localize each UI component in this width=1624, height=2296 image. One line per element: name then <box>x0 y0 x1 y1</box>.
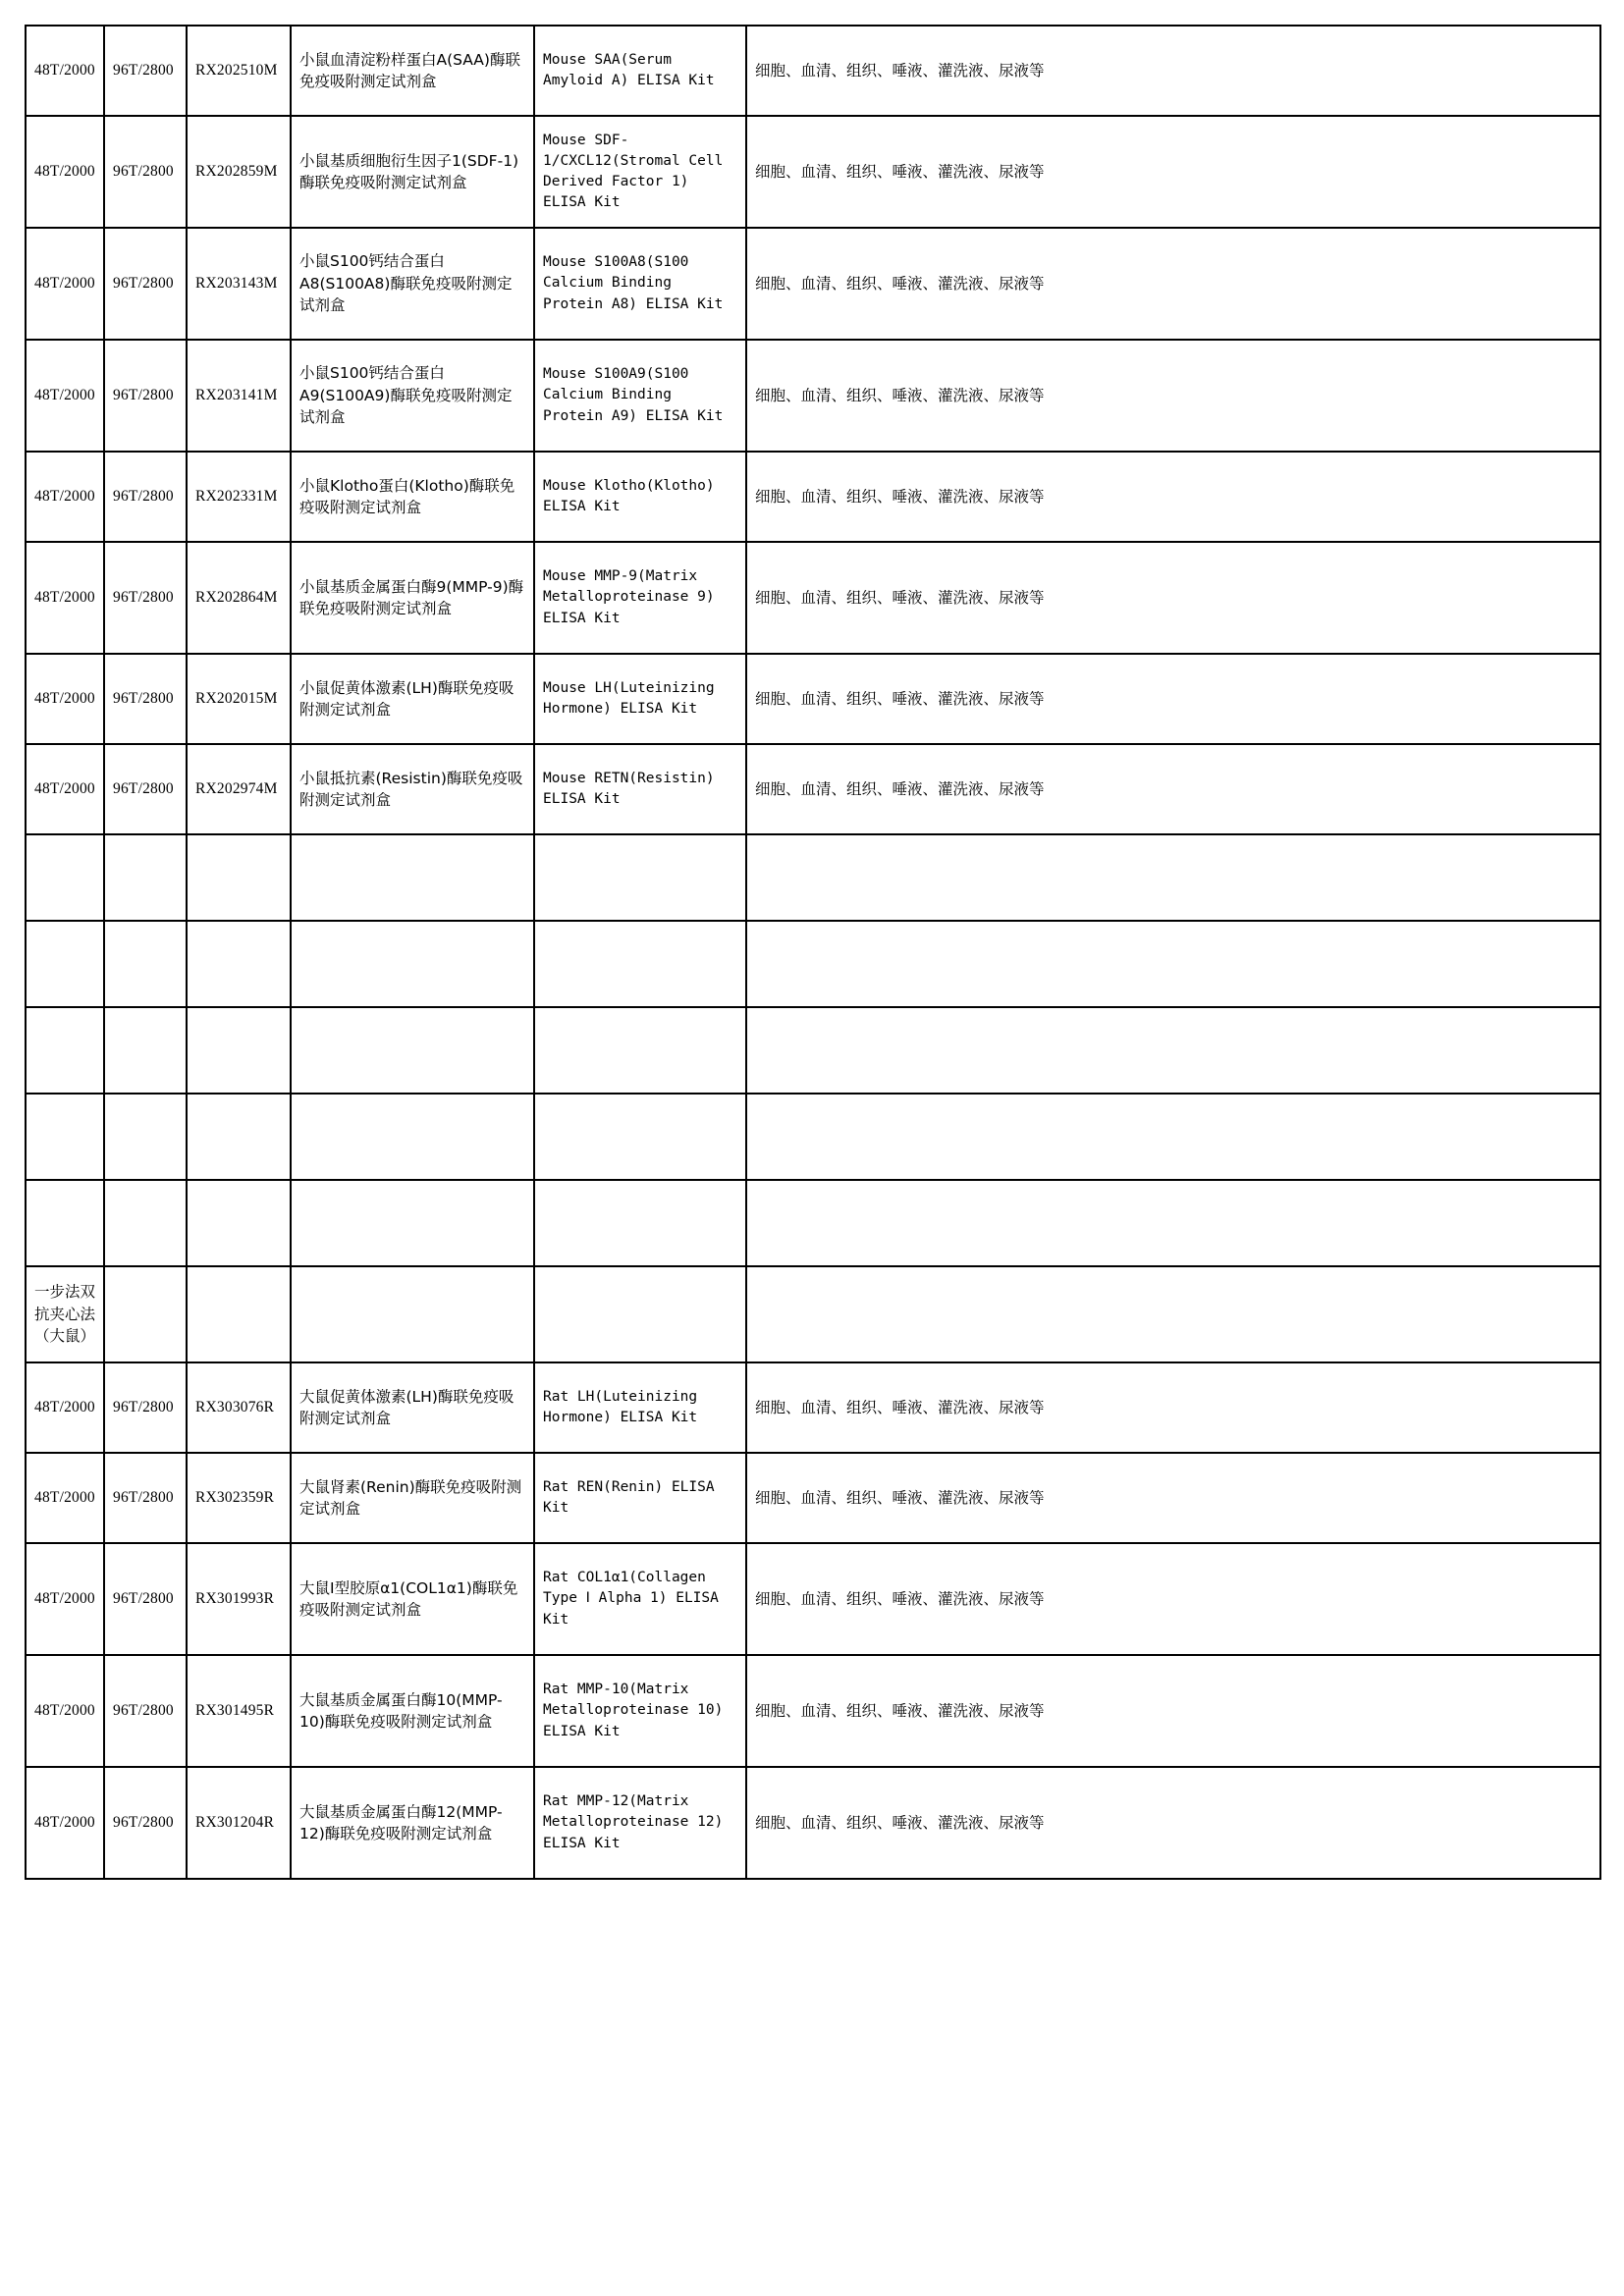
cell-empty <box>534 921 746 1007</box>
cell-product-name-en: Mouse SDF-1/CXCL12(Stromal Cell Derived Factor 1) ELISA Kit <box>534 116 746 228</box>
cell-catalog-number: RX202331M <box>187 452 291 542</box>
cell-empty <box>187 1094 291 1180</box>
cell-empty <box>746 921 1600 1007</box>
cell-sample-types: 细胞、血清、组织、唾液、灌洗液、尿液等 <box>746 1453 1600 1543</box>
table-row <box>26 1767 1600 1879</box>
cell-empty <box>534 834 746 921</box>
cell-product-name-cn: 大鼠Ⅰ型胶原α1(COL1α1)酶联免疫吸附测定试剂盒 <box>291 1543 534 1655</box>
cell-spec-96t: 96T/2800 <box>104 654 187 744</box>
section-label-line: 抗夹心法 <box>34 1305 96 1323</box>
table-row <box>26 26 1600 116</box>
cell-empty <box>187 1266 291 1362</box>
table-row <box>26 654 1600 744</box>
cell-spec-96t: 96T/2800 <box>104 1362 187 1453</box>
cell-product-name-cn: 大鼠基质金属蛋白酶12(MMP-12)酶联免疫吸附测定试剂盒 <box>291 1767 534 1879</box>
section-label-line: （大鼠） <box>34 1327 96 1346</box>
cell-empty <box>104 1007 187 1094</box>
cell-product-name-en: Mouse RETN(Resistin) ELISA Kit <box>534 744 746 834</box>
cell-empty <box>291 1094 534 1180</box>
cell-spec-96t: 96T/2800 <box>104 744 187 834</box>
cell-catalog-number: RX203141M <box>187 340 291 452</box>
cell-spec-48t: 48T/2000 <box>26 1362 104 1453</box>
table-row-empty <box>26 1094 1600 1180</box>
cell-sample-types: 细胞、血清、组织、唾液、灌洗液、尿液等 <box>746 26 1600 116</box>
table-row-section-header <box>26 1266 1600 1362</box>
cell-spec-96t: 96T/2800 <box>104 116 187 228</box>
cell-empty <box>534 1094 746 1180</box>
cell-empty <box>534 1180 746 1266</box>
table-row-empty <box>26 921 1600 1007</box>
table-row <box>26 744 1600 834</box>
cell-empty <box>291 1266 534 1362</box>
cell-empty <box>291 921 534 1007</box>
cell-empty <box>746 834 1600 921</box>
cell-product-name-en: Mouse LH(Luteinizing Hormone) ELISA Kit <box>534 654 746 744</box>
cell-spec-96t: 96T/2800 <box>104 1543 187 1655</box>
cell-product-name-en: Mouse MMP-9(Matrix Metalloproteinase 9) ELISA Kit <box>534 542 746 654</box>
cell-spec-48t: 48T/2000 <box>26 1655 104 1767</box>
cell-empty <box>534 1007 746 1094</box>
cell-product-name-en: Rat COL1α1(Collagen Type Ⅰ Alpha 1) ELISA Kit <box>534 1543 746 1655</box>
cell-product-name-cn: 大鼠基质金属蛋白酶10(MMP-10)酶联免疫吸附测定试剂盒 <box>291 1655 534 1767</box>
table-row <box>26 340 1600 452</box>
cell-empty <box>26 1094 104 1180</box>
cell-product-name-en: Rat MMP-10(Matrix Metalloproteinase 10) ELISA Kit <box>534 1655 746 1767</box>
cell-sample-types: 细胞、血清、组织、唾液、灌洗液、尿液等 <box>746 1543 1600 1655</box>
table-row <box>26 1655 1600 1767</box>
cell-empty <box>187 921 291 1007</box>
cell-empty <box>291 834 534 921</box>
cell-spec-48t: 48T/2000 <box>26 26 104 116</box>
cell-spec-48t: 48T/2000 <box>26 1453 104 1543</box>
cell-spec-48t: 48T/2000 <box>26 228 104 340</box>
cell-sample-types: 细胞、血清、组织、唾液、灌洗液、尿液等 <box>746 542 1600 654</box>
cell-product-name-en: Mouse SAA(Serum Amyloid A) ELISA Kit <box>534 26 746 116</box>
cell-product-name-cn: 大鼠肾素(Renin)酶联免疫吸附测定试剂盒 <box>291 1453 534 1543</box>
cell-empty <box>26 1180 104 1266</box>
cell-spec-96t: 96T/2800 <box>104 228 187 340</box>
cell-catalog-number: RX202859M <box>187 116 291 228</box>
cell-sample-types: 细胞、血清、组织、唾液、灌洗液、尿液等 <box>746 744 1600 834</box>
cell-product-name-cn: 小鼠基质细胞衍生因子1(SDF-1)酶联免疫吸附测定试剂盒 <box>291 116 534 228</box>
cell-product-name-en: Mouse S100A8(S100 Calcium Binding Protein A8) ELISA Kit <box>534 228 746 340</box>
cell-spec-48t: 48T/2000 <box>26 452 104 542</box>
cell-product-name-cn: 小鼠Klotho蛋白(Klotho)酶联免疫吸附测定试剂盒 <box>291 452 534 542</box>
table-row <box>26 1453 1600 1543</box>
cell-catalog-number: RX303076R <box>187 1362 291 1453</box>
cell-empty <box>291 1007 534 1094</box>
cell-product-name-en: Mouse S100A9(S100 Calcium Binding Protein A9) ELISA Kit <box>534 340 746 452</box>
table-row <box>26 452 1600 542</box>
cell-catalog-number: RX301495R <box>187 1655 291 1767</box>
cell-product-name-cn: 小鼠促黄体激素(LH)酶联免疫吸附测定试剂盒 <box>291 654 534 744</box>
cell-empty <box>104 1094 187 1180</box>
cell-product-name-en: Mouse Klotho(Klotho) ELISA Kit <box>534 452 746 542</box>
cell-catalog-number: RX202974M <box>187 744 291 834</box>
cell-product-name-en: Rat MMP-12(Matrix Metalloproteinase 12) ELISA Kit <box>534 1767 746 1879</box>
cell-spec-48t: 48T/2000 <box>26 542 104 654</box>
cell-sample-types: 细胞、血清、组织、唾液、灌洗液、尿液等 <box>746 116 1600 228</box>
cell-spec-96t: 96T/2800 <box>104 1767 187 1879</box>
table-row-empty <box>26 834 1600 921</box>
table-row <box>26 1543 1600 1655</box>
cell-product-name-cn: 小鼠血清淀粉样蛋白A(SAA)酶联免疫吸附测定试剂盒 <box>291 26 534 116</box>
cell-sample-types: 细胞、血清、组织、唾液、灌洗液、尿液等 <box>746 654 1600 744</box>
cell-sample-types: 细胞、血清、组织、唾液、灌洗液、尿液等 <box>746 228 1600 340</box>
cell-spec-96t: 96T/2800 <box>104 26 187 116</box>
cell-catalog-number: RX203143M <box>187 228 291 340</box>
cell-spec-48t: 48T/2000 <box>26 340 104 452</box>
cell-product-name-cn: 小鼠抵抗素(Resistin)酶联免疫吸附测定试剂盒 <box>291 744 534 834</box>
cell-catalog-number: RX302359R <box>187 1453 291 1543</box>
table-row <box>26 1362 1600 1453</box>
cell-spec-96t: 96T/2800 <box>104 452 187 542</box>
cell-spec-96t: 96T/2800 <box>104 542 187 654</box>
cell-empty <box>187 1007 291 1094</box>
cell-empty <box>187 834 291 921</box>
table-row <box>26 542 1600 654</box>
cell-sample-types: 细胞、血清、组织、唾液、灌洗液、尿液等 <box>746 340 1600 452</box>
cell-product-name-en: Rat LH(Luteinizing Hormone) ELISA Kit <box>534 1362 746 1453</box>
table-body <box>26 26 1600 1879</box>
cell-spec-48t: 48T/2000 <box>26 116 104 228</box>
table-row-empty <box>26 1180 1600 1266</box>
cell-empty <box>534 1266 746 1362</box>
cell-empty <box>291 1180 534 1266</box>
cell-catalog-number: RX202510M <box>187 26 291 116</box>
cell-empty <box>187 1180 291 1266</box>
cell-empty <box>26 1007 104 1094</box>
cell-product-name-cn: 小鼠S100钙结合蛋白A8(S100A8)酶联免疫吸附测定试剂盒 <box>291 228 534 340</box>
cell-sample-types: 细胞、血清、组织、唾液、灌洗液、尿液等 <box>746 1655 1600 1767</box>
cell-empty <box>746 1094 1600 1180</box>
cell-empty <box>104 1180 187 1266</box>
table-row-empty <box>26 1007 1600 1094</box>
cell-empty <box>746 1266 1600 1362</box>
cell-empty <box>26 834 104 921</box>
cell-empty <box>746 1180 1600 1266</box>
cell-spec-96t: 96T/2800 <box>104 340 187 452</box>
table-row <box>26 116 1600 228</box>
cell-sample-types: 细胞、血清、组织、唾液、灌洗液、尿液等 <box>746 452 1600 542</box>
section-label-line: 一步法双 <box>34 1283 96 1302</box>
cell-catalog-number: RX202015M <box>187 654 291 744</box>
cell-spec-48t: 48T/2000 <box>26 1543 104 1655</box>
cell-spec-48t: 48T/2000 <box>26 654 104 744</box>
cell-product-name-cn: 小鼠S100钙结合蛋白A9(S100A9)酶联免疫吸附测定试剂盒 <box>291 340 534 452</box>
cell-spec-48t: 48T/2000 <box>26 1767 104 1879</box>
cell-spec-96t: 96T/2800 <box>104 1655 187 1767</box>
cell-spec-96t: 96T/2800 <box>104 1453 187 1543</box>
cell-sample-types: 细胞、血清、组织、唾液、灌洗液、尿液等 <box>746 1767 1600 1879</box>
cell-product-name-cn: 小鼠基质金属蛋白酶9(MMP-9)酶联免疫吸附测定试剂盒 <box>291 542 534 654</box>
cell-empty <box>26 921 104 1007</box>
cell-empty <box>104 1266 187 1362</box>
cell-catalog-number: RX202864M <box>187 542 291 654</box>
cell-empty <box>104 834 187 921</box>
cell-empty <box>104 921 187 1007</box>
section-label-rat <box>26 1266 104 1362</box>
cell-empty <box>746 1007 1600 1094</box>
cell-product-name-en: Rat REN(Renin) ELISA Kit <box>534 1453 746 1543</box>
cell-spec-48t: 48T/2000 <box>26 744 104 834</box>
cell-catalog-number: RX301993R <box>187 1543 291 1655</box>
cell-product-name-cn: 大鼠促黄体激素(LH)酶联免疫吸附测定试剂盒 <box>291 1362 534 1453</box>
table-row <box>26 228 1600 340</box>
cell-sample-types: 细胞、血清、组织、唾液、灌洗液、尿液等 <box>746 1362 1600 1453</box>
elisa-kit-catalog-table <box>25 25 1601 1880</box>
cell-catalog-number: RX301204R <box>187 1767 291 1879</box>
